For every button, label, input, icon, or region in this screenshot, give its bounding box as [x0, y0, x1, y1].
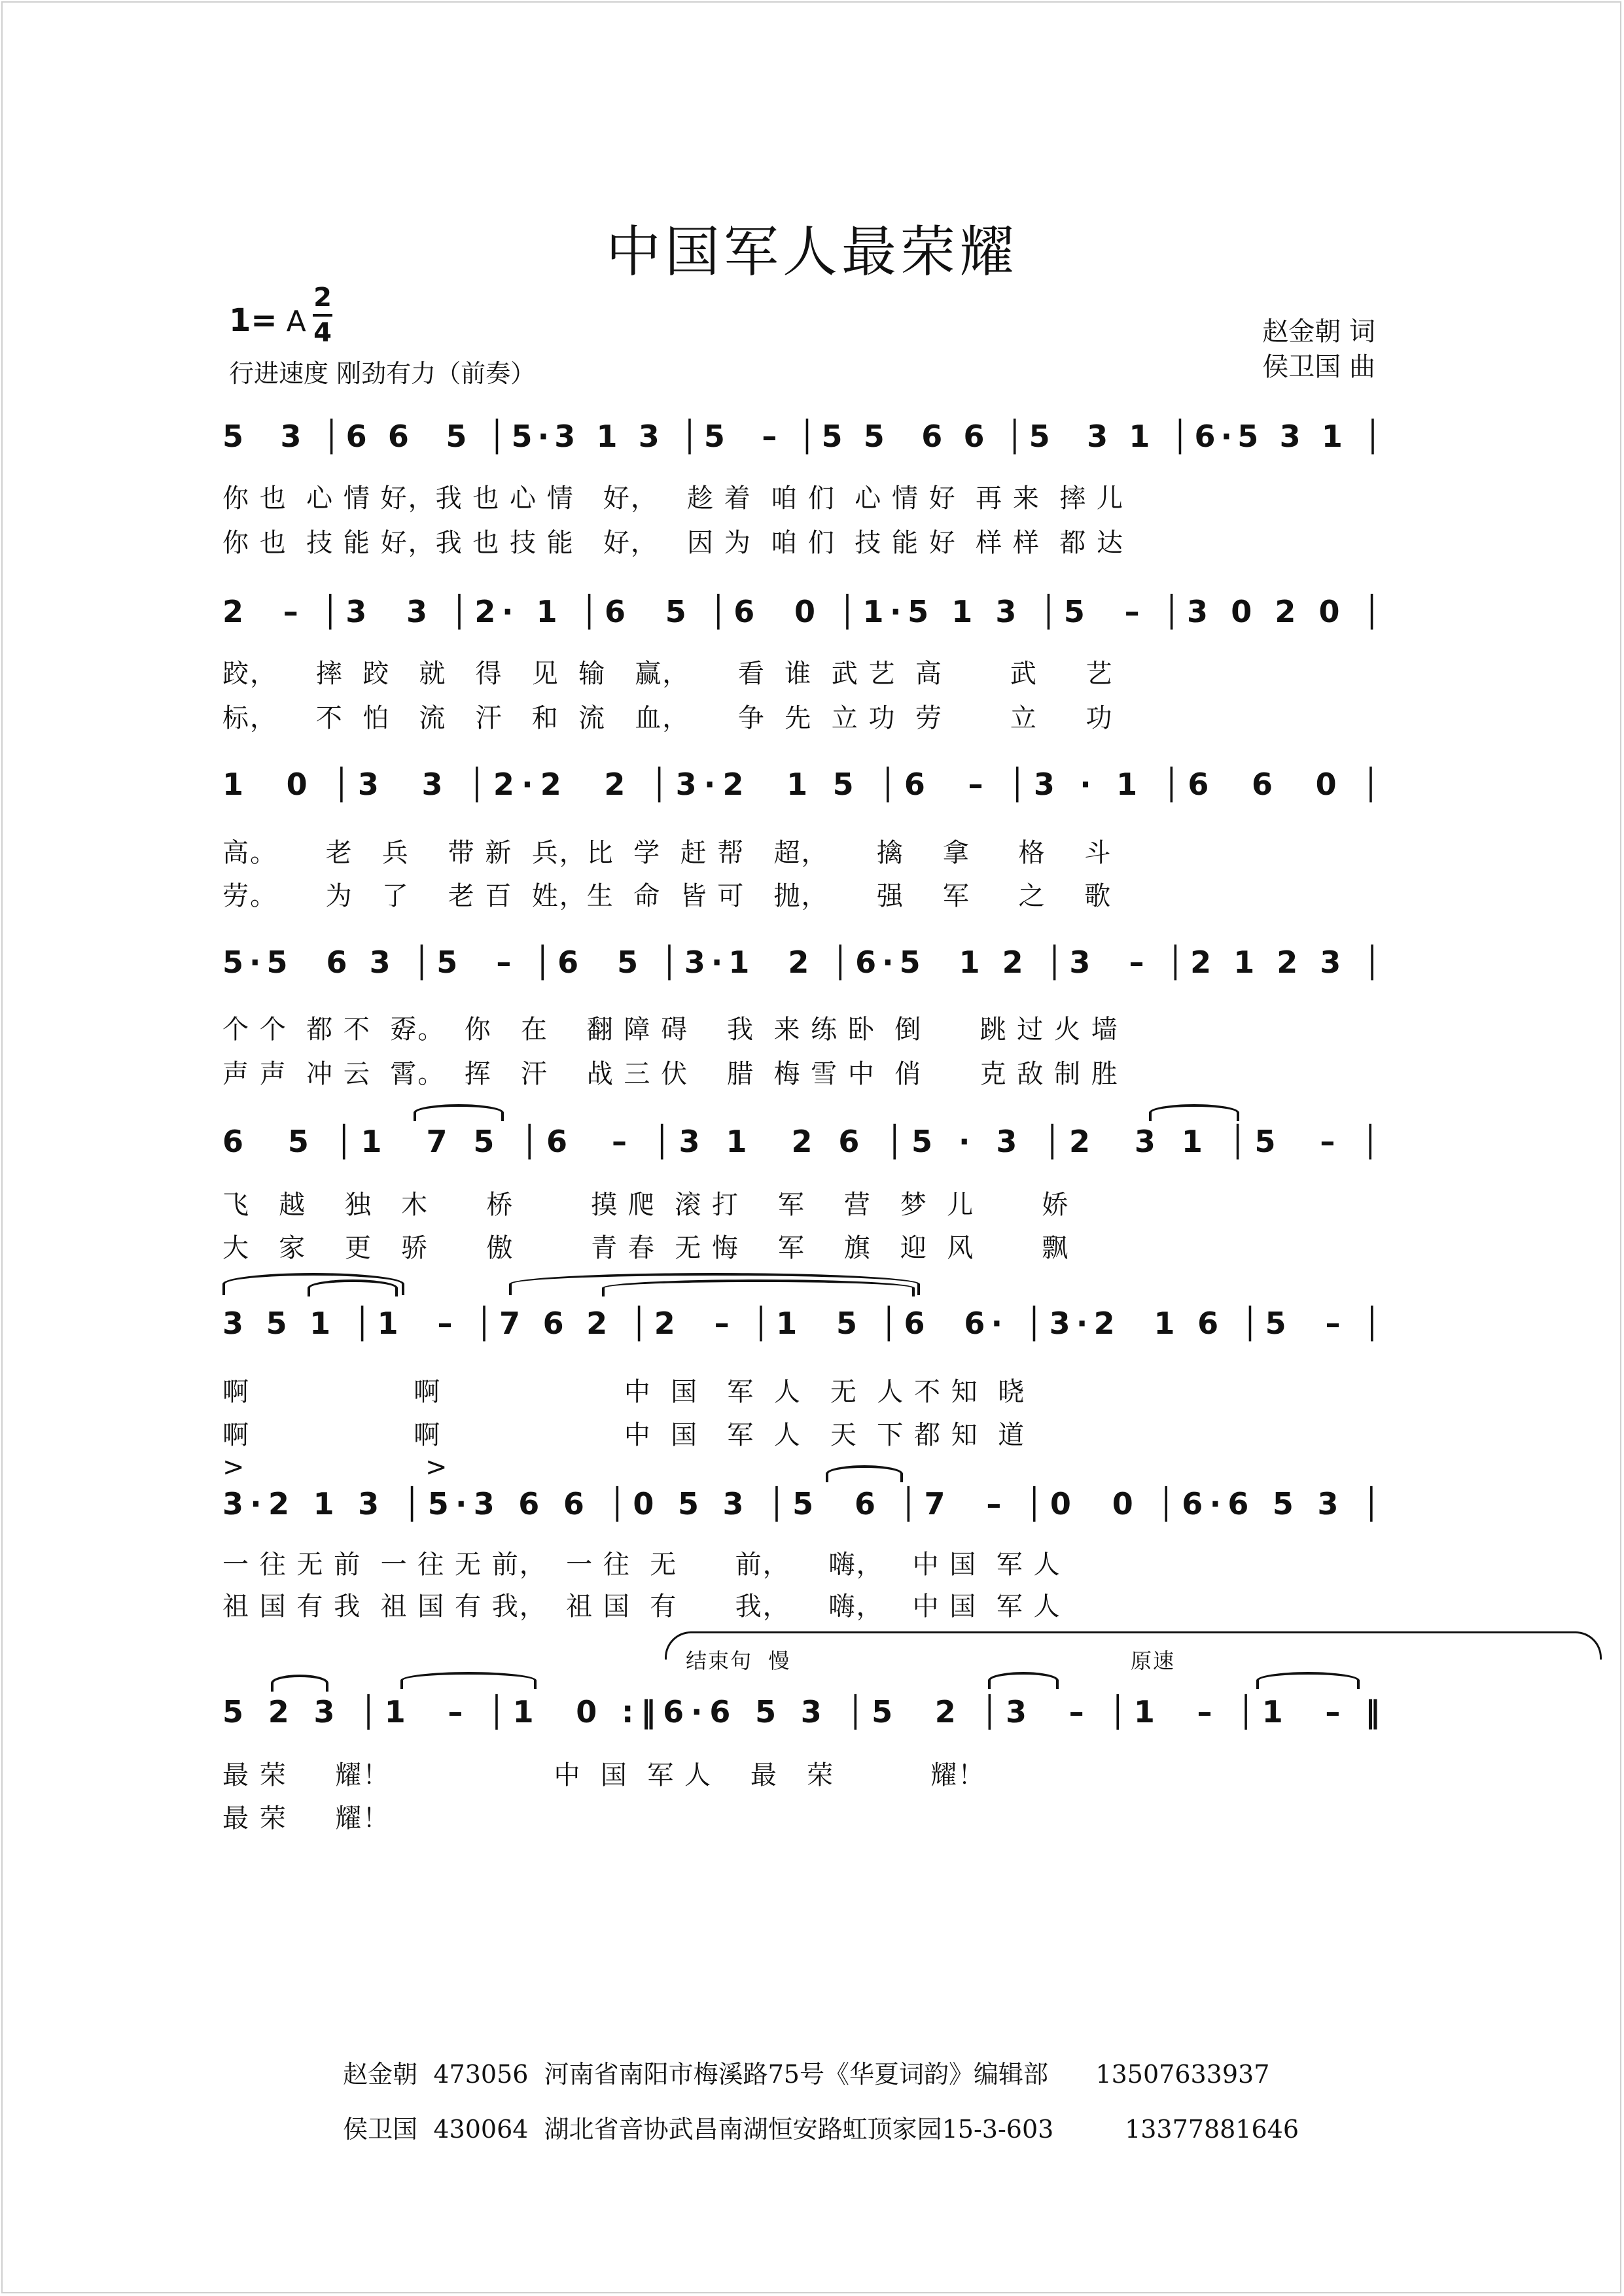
footer-postcode: 473056: [433, 2060, 529, 2089]
slur: [308, 1279, 398, 1296]
lyrics-verse-1: 飞 越 独 木 桥 摸 爬 滚 打 军 营 梦 儿 娇: [222, 1190, 1070, 1220]
music-system: [222, 945, 1394, 1121]
jianpu-notes: 3·2 1 3 │5·3 6 6 │0 5 3 │5 6 │7 – │0 0 │6·6 5 3 │: [222, 1486, 1387, 1522]
composer-credit: 侯卫国 曲: [1262, 352, 1375, 382]
time-signature-bottom: 4: [313, 318, 332, 348]
notes-line: [222, 1124, 1394, 1176]
footer-name: 侯卫国: [343, 2115, 418, 2144]
footer-address: 湖北省音协武昌南湖恒安路虹顶家园15-3-603: [544, 2115, 1054, 2144]
lyrics-verse-2: 最 荣 耀！: [222, 1803, 391, 1834]
original-tempo-label: 原速: [1131, 1648, 1176, 1673]
jianpu-notes: 5·5 6 3 │5 – │6 5 │3·1 2 │6·5 1 2 │3 – │2 1 2 3 │: [222, 945, 1387, 980]
time-signature: [313, 283, 332, 348]
footer-phone: 13377881646: [1125, 2115, 1299, 2144]
lyrics-verse-1: 啊 啊 中 国 军 人 无 人 不 知 晓: [222, 1377, 1026, 1407]
jianpu-notes: 3 5 1 │1 – │7 6 2 │2 – │1 5 │6 6· │3·2 1 6 │5 – │: [222, 1306, 1387, 1341]
accent-mark: >: [425, 1452, 448, 1482]
footer-contact-2: [327, 2080, 1299, 2145]
jianpu-notes: 5 2 3 │1 – │1 0 :‖6·6 5 3 │5 2 │3 – │1 – │1 – ‖: [222, 1694, 1387, 1730]
lyrics-verse-1: 个 个 都 不 孬。 你 在 翻 障 碍 我 来 练 卧 倒 跳 过 火 墙: [222, 1015, 1119, 1045]
jianpu-notes: 5 3 │6 6 5 │5·3 1 3 │5 – │5 5 6 6 │5 3 1 │6·5 3 1 │: [222, 419, 1387, 454]
slur: [271, 1675, 328, 1692]
notes-line: [222, 1694, 1394, 1747]
tempo-marking: 行进速度 刚劲有力（前奏）: [229, 359, 536, 388]
jianpu-notes: 1 0 │3 3 │2·2 2 │3·2 1 5 │6 – │3 · 1 │6 6 0 │: [222, 767, 1387, 802]
lyrics-verse-2: 声 声 冲 云 霄。 挥 汗 战 三 伏 腊 梅 雪 中 俏 克 敌 制 胜: [222, 1059, 1119, 1089]
ending-phrase-label: 结束句 慢: [686, 1648, 791, 1673]
song-title: 中国军人最荣耀: [605, 220, 1018, 284]
footer-address: 河南省南阳市梅溪路75号《华夏词韵》编辑部: [544, 2060, 1048, 2089]
music-system: [222, 594, 1394, 771]
slur: [400, 1672, 537, 1689]
notes-line: [222, 419, 1394, 471]
jianpu-notes: 6 5 │1 7 5 │6 – │3 1 2 6 │5 · 3 │2 3 1 │5 – │: [222, 1124, 1387, 1159]
music-system: [222, 1648, 1394, 1871]
lyrics-verse-1: 你 也 心 情 好，我 也 心 情 好， 趁 着 咱 们 心 情 好 再 来 摔 儿: [222, 483, 1125, 513]
lyrics-verse-2: 你 也 技 能 好，我 也 技 能 好， 因 为 咱 们 技 能 好 样 样 都 达: [222, 528, 1125, 558]
notes-line: [222, 767, 1394, 819]
music-system: [222, 1306, 1394, 1482]
notes-line: [222, 945, 1394, 997]
credits: [1262, 314, 1375, 385]
footer-postcode: 430064: [433, 2115, 529, 2144]
notes-line: [222, 594, 1394, 646]
music-system: [222, 767, 1394, 943]
accent-mark: >: [222, 1452, 245, 1482]
key-note: A: [286, 305, 306, 338]
lyrics-verse-2: 标， 不 怕 流 汗 和 流 血， 争 先 立 功 劳 立 功: [222, 703, 1114, 733]
lyrics-verse-1: 跤， 摔 跤 就 得 见 输 赢， 看 谁 武 艺 高 武 艺: [222, 659, 1114, 689]
time-signature-top: 2: [313, 283, 332, 313]
lyrics-verse-1: 最 荣 耀！ 中 国 军 人 最 荣 耀！: [222, 1760, 986, 1790]
slur: [1149, 1104, 1239, 1121]
lyrics-verse-2: 祖 国 有 我 祖 国 有 我， 祖 国 有 我， 嗨， 中 国 军 人: [222, 1592, 1061, 1622]
slur: [602, 1279, 915, 1296]
lyrics-verse-1: 一 往 无 前 一 往 无 前， 一 往 无 前， 嗨， 中 国 军 人: [222, 1550, 1061, 1580]
slur: [1256, 1672, 1360, 1689]
music-system: [222, 419, 1394, 595]
lyrics-verse-2: 大 家 更 骄 傲 青 春 无 悔 军 旗 迎 风 飘: [222, 1233, 1070, 1263]
lyrics-verse-2: 劳。 为 了 老 百 姓，生 命 皆 可 抛， 强 军 之 歌: [222, 881, 1112, 911]
lyrics-verse-2: 啊 啊 中 国 军 人 天 下 都 知 道: [222, 1420, 1026, 1450]
lyricist-credit: 赵金朝 词: [1262, 317, 1375, 347]
key-prefix: 1=: [229, 302, 277, 339]
notes-line: [222, 1306, 1394, 1358]
slur: [988, 1672, 1059, 1689]
notes-line: [222, 1486, 1394, 1539]
slur: [826, 1465, 903, 1482]
footer-name: 赵金朝: [343, 2060, 418, 2089]
footer-phone: 13507633937: [1095, 2060, 1270, 2089]
slur: [414, 1104, 504, 1121]
jianpu-notes: 2 – │3 3 │2· 1 │6 5 │6 0 │1·5 1 3 │5 – │3 0 2 0 │: [222, 594, 1387, 629]
lyrics-verse-1: 高。 老 兵 带 新 兵，比 学 赶 帮 超， 擒 拿 格 斗: [222, 838, 1112, 868]
key-signature: [229, 302, 306, 339]
